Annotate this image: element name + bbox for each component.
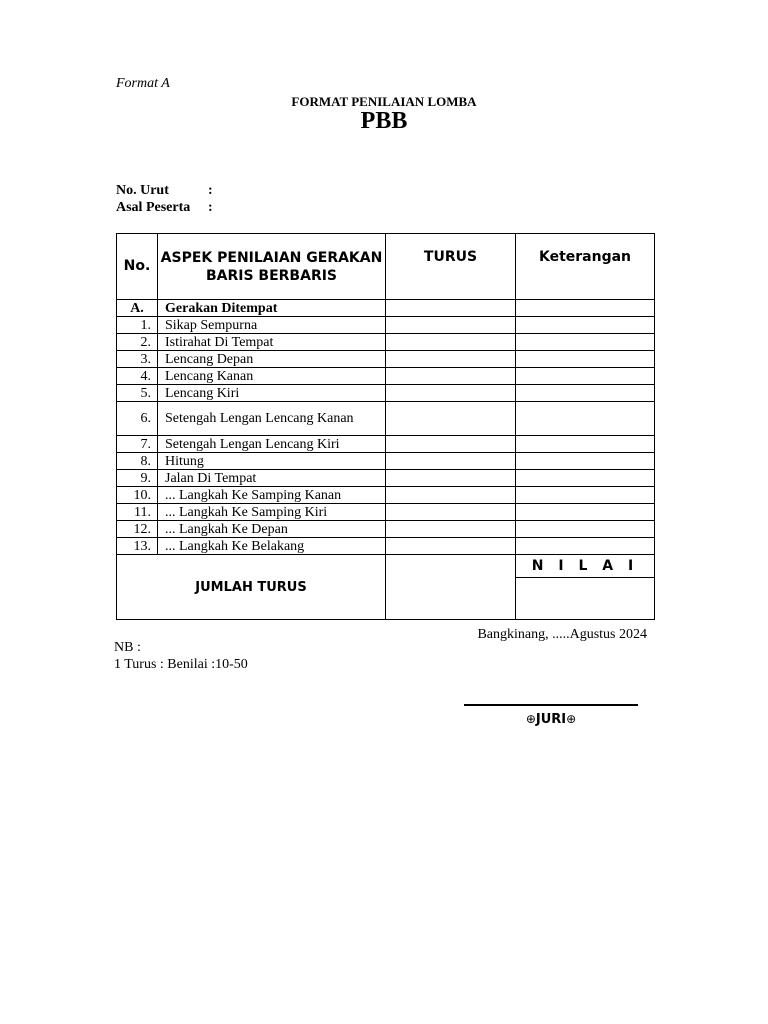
turus-cell [386,351,516,368]
no-urut-field [116,183,213,199]
table-row [117,368,655,385]
section-row [117,300,655,317]
row-label: ... Langkah Ke Depan [158,521,386,538]
col-header-aspek: ASPEK PENILAIAN GERAKAN BARIS BERBARIS [158,234,386,300]
turus-cell [386,504,516,521]
table-row [117,385,655,402]
section-label: Gerakan Ditempat [158,300,386,317]
section-no: A. [117,300,158,317]
turus-cell [386,385,516,402]
row-label: Setengah Lengan Lencang Kanan [158,402,386,436]
table-row [117,334,655,351]
table-row [117,538,655,555]
asal-peserta-colon: : [208,200,213,215]
jumlah-turus-cell [386,555,516,620]
row-label: Lencang Depan [158,351,386,368]
keterangan-cell [516,351,655,368]
asal-peserta-field [116,200,213,216]
turus-cell [386,453,516,470]
nb-label: NB : [114,640,141,655]
row-no: 3. [117,351,158,368]
nb-note: 1 Turus : Benilai :10-50 [114,657,248,672]
table-row [117,317,655,334]
row-no: 4. [117,368,158,385]
assessment-table [116,233,655,620]
keterangan-cell [516,470,655,487]
total-row [117,555,655,578]
turus-cell [386,538,516,555]
table-row [117,487,655,504]
row-label: ... Langkah Ke Belakang [158,538,386,555]
table-row [117,436,655,453]
row-no: 7. [117,436,158,453]
turus-cell [386,300,516,317]
row-label: ... Langkah Ke Samping Kanan [158,487,386,504]
keterangan-cell [516,487,655,504]
juri-signature [464,712,638,727]
keterangan-cell [516,521,655,538]
keterangan-cell [516,300,655,317]
turus-cell [386,402,516,436]
keterangan-cell [516,385,655,402]
row-label: Istirahat Di Tempat [158,334,386,351]
row-label: Sikap Sempurna [158,317,386,334]
juri-label: JURI [535,712,567,727]
row-no: 6. [117,402,158,436]
table-header-row [117,234,655,300]
row-label: Lencang Kiri [158,385,386,402]
keterangan-cell [516,453,655,470]
turus-cell [386,317,516,334]
turus-cell [386,470,516,487]
nilai-value-cell [516,578,655,620]
row-no: 1. [117,317,158,334]
crosshair-icon: ⊕ [525,712,536,726]
row-no: 9. [117,470,158,487]
format-label: Format A [116,76,170,91]
jumlah-turus-label: JUMLAH TURUS [117,555,386,620]
table-row [117,504,655,521]
row-label: Jalan Di Tempat [158,470,386,487]
table-row [117,453,655,470]
row-no: 5. [117,385,158,402]
row-label: Hitung [158,453,386,470]
row-no: 13. [117,538,158,555]
turus-cell [386,368,516,385]
row-no: 8. [117,453,158,470]
document-title: FORMAT PENILAIAN LOMBA [291,94,477,109]
keterangan-cell [516,436,655,453]
no-urut-label: No. Urut [116,183,169,198]
no-urut-colon: : [208,183,213,198]
keterangan-cell [516,402,655,436]
signature-line [464,704,638,706]
keterangan-cell [516,317,655,334]
place-date: Bangkinang, .....Agustus 2024 [477,627,647,642]
col-header-turus: TURUS [386,234,516,300]
row-no: 11. [117,504,158,521]
turus-cell [386,436,516,453]
row-no: 12. [117,521,158,538]
col-header-no: No. [117,234,158,300]
table-row [117,402,655,436]
asal-peserta-label: Asal Peserta [116,200,191,215]
row-label: ... Langkah Ke Samping Kiri [158,504,386,521]
turus-cell [386,521,516,538]
crosshair-icon: ⊕ [566,712,577,726]
table-row [117,351,655,368]
turus-cell [386,334,516,351]
col-header-keterangan: Keterangan [516,234,655,300]
keterangan-cell [516,504,655,521]
row-no: 2. [117,334,158,351]
keterangan-cell [516,368,655,385]
table-row [117,470,655,487]
row-label: Lencang Kanan [158,368,386,385]
keterangan-cell [516,538,655,555]
document-subtitle: PBB [360,108,408,134]
row-no: 10. [117,487,158,504]
table-row [117,521,655,538]
row-label: Setengah Lengan Lencang Kiri [158,436,386,453]
keterangan-cell [516,334,655,351]
turus-cell [386,487,516,504]
nilai-label: N I L A I [516,555,655,578]
